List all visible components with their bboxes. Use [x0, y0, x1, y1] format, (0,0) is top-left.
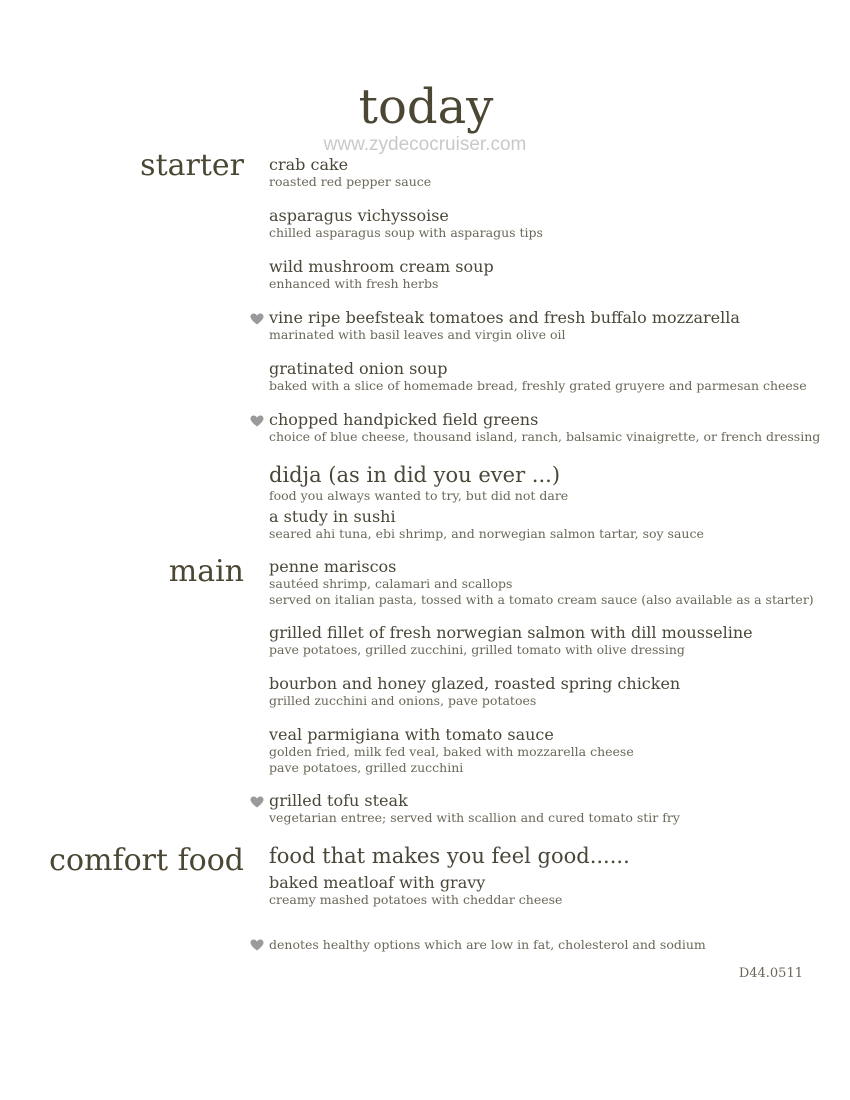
menu-item-description: grilled zucchini and onions, pave potatoes: [269, 693, 537, 708]
menu-item-name: bourbon and honey glazed, roasted spring chicken: [269, 674, 681, 693]
menu-item-description: chilled asparagus soup with asparagus tips: [269, 225, 543, 240]
heart-icon: [250, 313, 264, 325]
menu-item-description: enhanced with fresh herbs: [269, 276, 439, 291]
menu-item-description: creamy mashed potatoes with cheddar cheese: [269, 892, 563, 907]
menu-item-description: sautéed shrimp, calamari and scallops: [269, 576, 513, 591]
comfort-heading: food that makes you feel good......: [269, 844, 630, 868]
menu-item-name: asparagus vichyssoise: [269, 206, 449, 225]
watermark-text: www.zydecocruiser.com: [323, 134, 527, 155]
heart-icon: [250, 796, 264, 808]
menu-item-description: pave potatoes, grilled zucchini: [269, 760, 464, 775]
didja-tagline: food you always wanted to try, but did not dare: [269, 488, 569, 503]
didja-heading: didja (as in did you ever ...): [269, 463, 561, 487]
section-heading-main: main: [168, 554, 244, 589]
heart-icon: [250, 939, 264, 951]
menu-item-name: vine ripe beefsteak tomatoes and fresh buffalo mozzarella: [269, 308, 740, 327]
menu-item-name: wild mushroom cream soup: [269, 257, 494, 276]
menu-item-description: vegetarian entree; served with scallion and cured tomato stir fry: [269, 810, 680, 825]
menu-code: D44.0511: [738, 966, 803, 981]
section-heading-starter: starter: [140, 148, 244, 183]
menu-item-description: pave potatoes, grilled zucchini, grilled tomato with olive dressing: [269, 642, 685, 657]
menu-item-description: marinated with basil leaves and virgin olive oil: [269, 327, 566, 342]
menu-item-name: chopped handpicked field greens: [269, 410, 539, 429]
menu-item-name: baked meatloaf with gravy: [269, 873, 486, 892]
heart-icon: [250, 415, 264, 427]
menu-item-description: golden fried, milk fed veal, baked with mozzarella cheese: [269, 744, 634, 759]
menu-item-description: baked with a slice of homemade bread, freshly grated gruyere and parmesan cheese: [269, 378, 807, 393]
menu-item-name: grilled tofu steak: [269, 791, 408, 810]
menu-item-description: choice of blue cheese, thousand island, ranch, balsamic vinaigrette, or french dressing: [269, 429, 821, 444]
menu-item-description: roasted red pepper sauce: [269, 174, 432, 189]
page-title: today: [358, 79, 494, 135]
menu-item-name: veal parmigiana with tomato sauce: [269, 725, 554, 744]
menu-item-description: served on italian pasta, tossed with a tomato cream sauce (also available as a starter): [269, 592, 814, 607]
section-heading-comfort-food: comfort food: [49, 843, 244, 878]
menu-item-description: seared ahi tuna, ebi shrimp, and norwegian salmon tartar, soy sauce: [269, 526, 704, 541]
menu-item-name: gratinated onion soup: [269, 359, 448, 378]
menu-item-name: crab cake: [269, 155, 349, 174]
menu-item-name: penne mariscos: [269, 557, 397, 576]
menu-item-name: a study in sushi: [269, 507, 396, 526]
menu-item-name: grilled fillet of fresh norwegian salmon with dill mousseline: [269, 623, 753, 642]
footnote-text: denotes healthy options which are low in fat, cholesterol and sodium: [269, 937, 706, 952]
